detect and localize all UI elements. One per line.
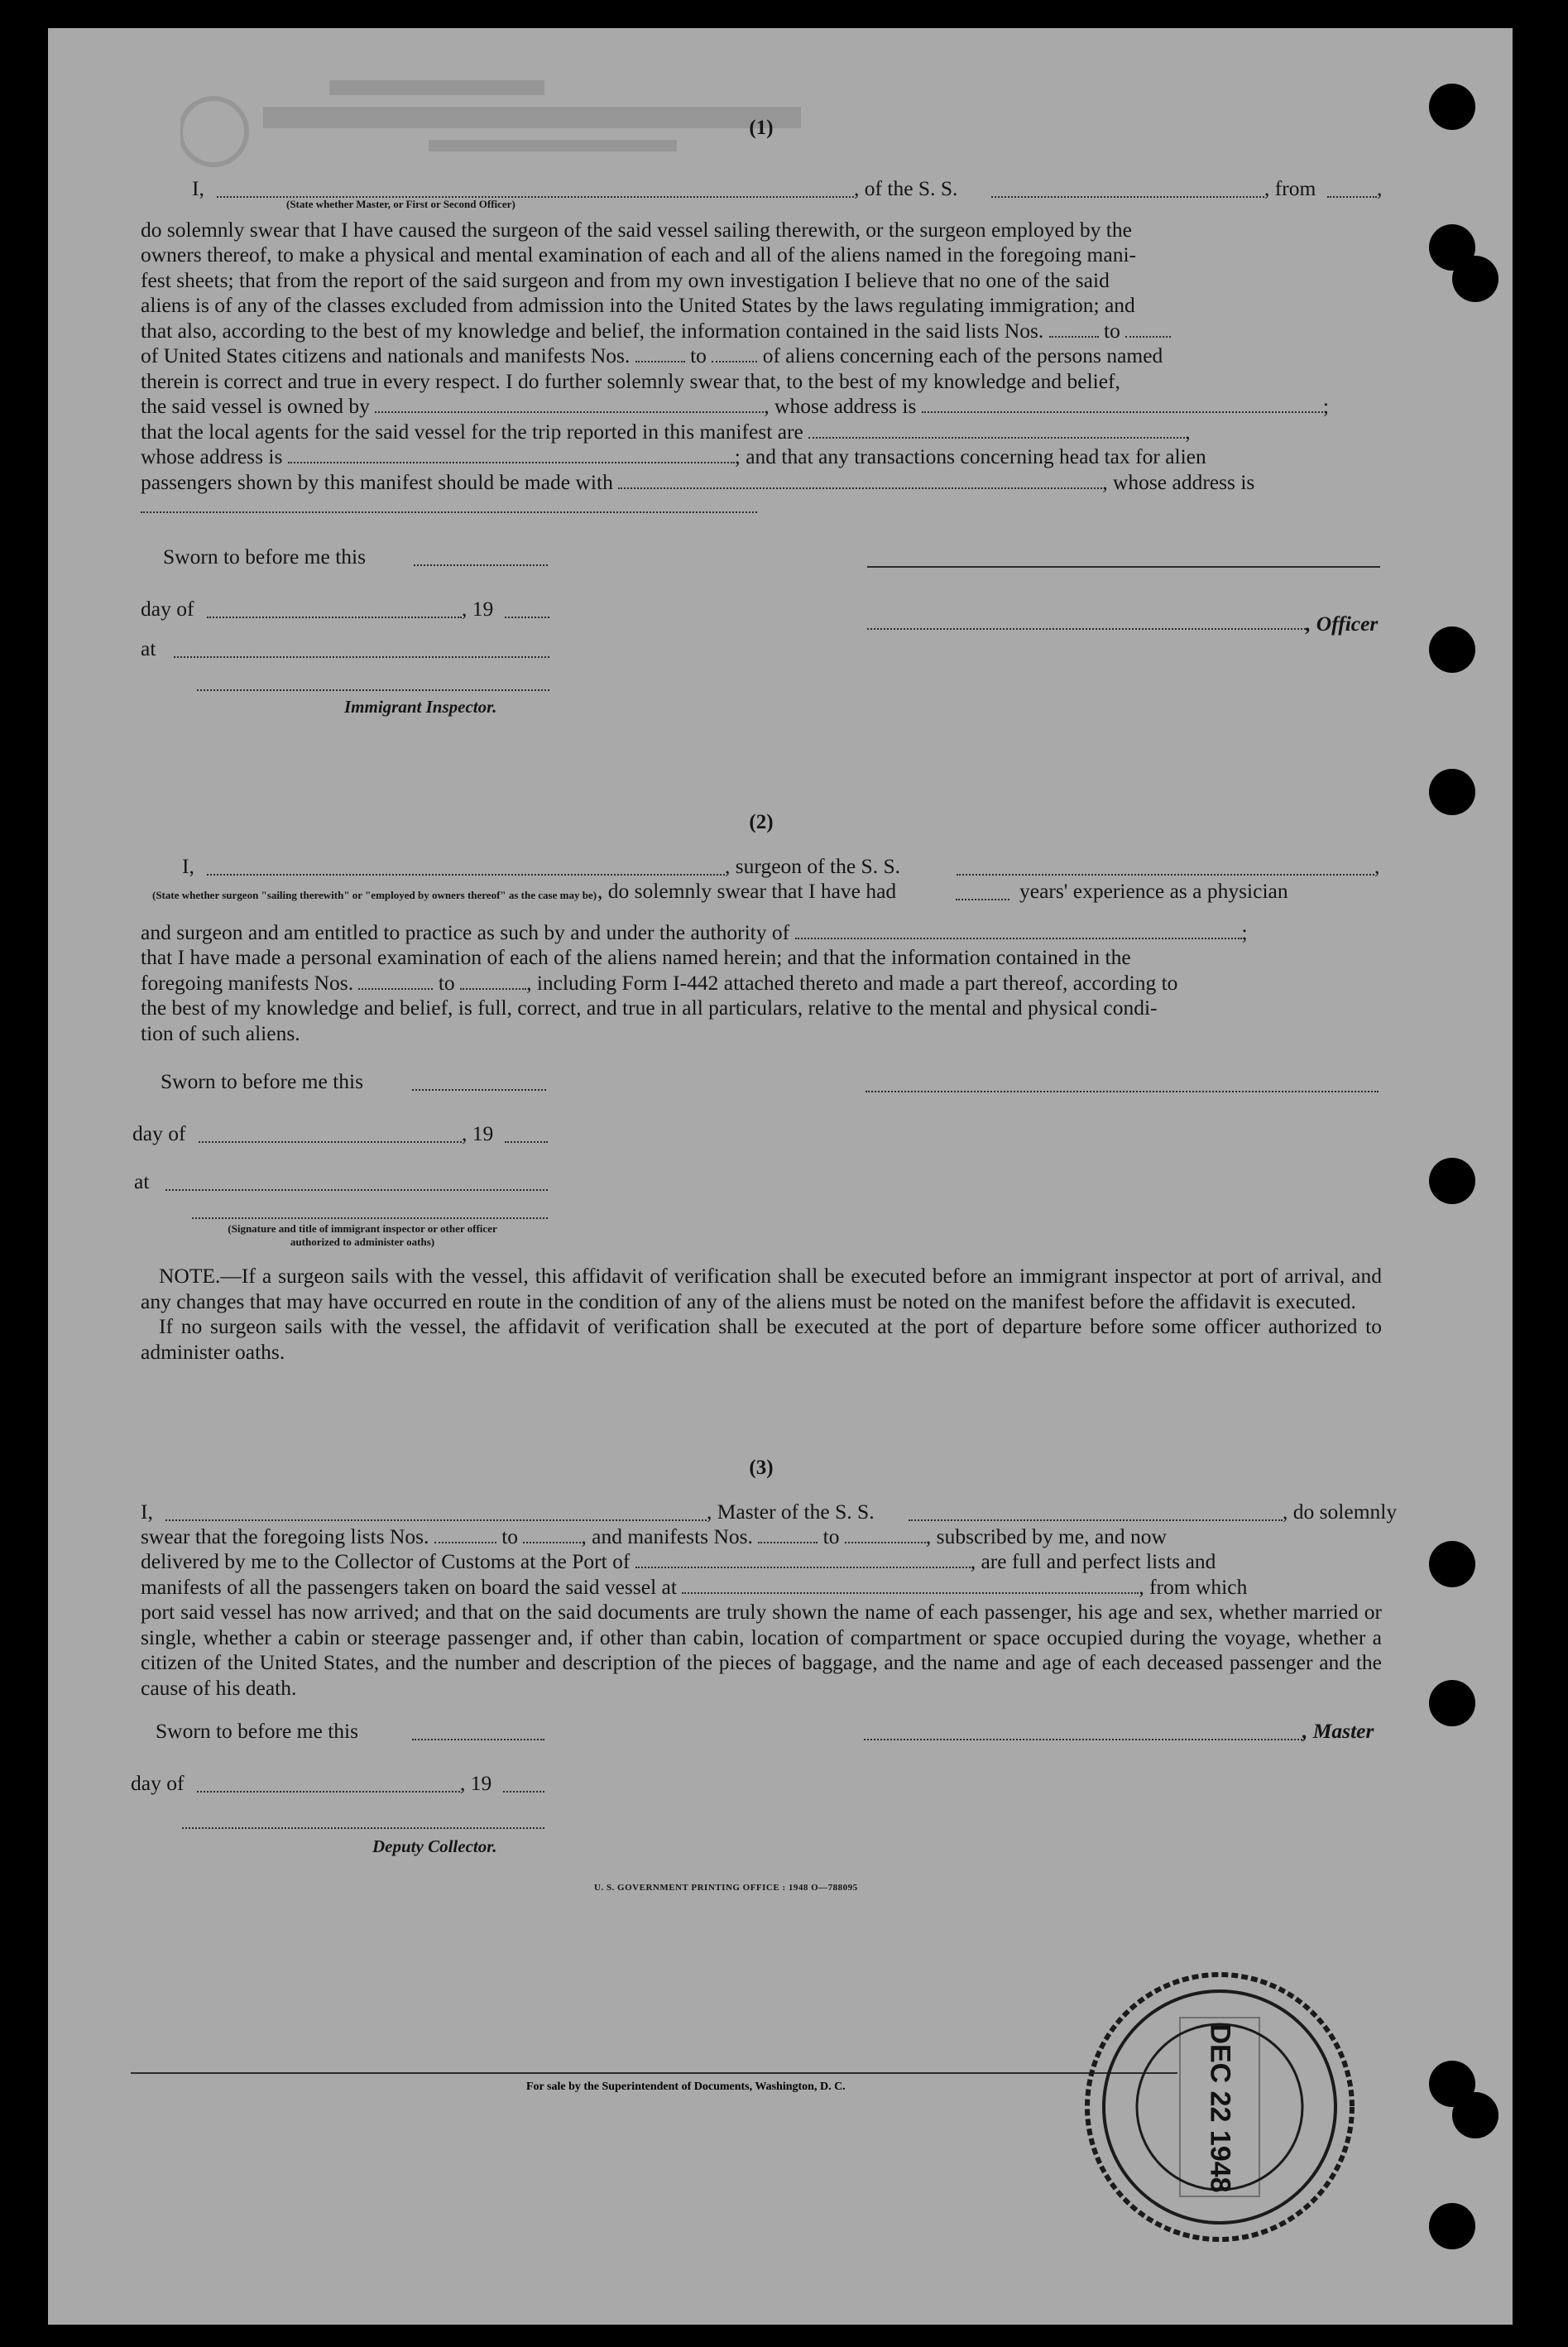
to-label: to bbox=[822, 1524, 840, 1548]
comma: , bbox=[1374, 853, 1380, 878]
surgeon-name-field[interactable] bbox=[207, 857, 725, 876]
comma: , bbox=[1377, 175, 1383, 200]
aliens-text: of aliens concerning each of the persons named bbox=[762, 343, 1163, 367]
years-experience-text: years' experience as a physician bbox=[1019, 878, 1288, 903]
officer-signature-line[interactable] bbox=[867, 566, 1380, 568]
day-of-label: day of bbox=[132, 1121, 186, 1145]
gpo-imprint: U. S. GOVERNMENT PRINTING OFFICE : 1948 O—788095 bbox=[594, 1883, 858, 1893]
port-field[interactable] bbox=[635, 1550, 971, 1568]
foregoing-lists-text: swear that the foregoing lists Nos. bbox=[141, 1524, 429, 1548]
surgeon-caption: (State whether surgeon "sailing therewith" or "employed by owners thereof" as the case may be) bbox=[152, 888, 597, 901]
manifests-text: of United States citizens and nationals and manifests Nos. bbox=[141, 343, 631, 367]
master-officer-field[interactable] bbox=[217, 180, 854, 198]
section-1-body-line: fest sheets; that from the report of the said surgeon and from my own investigation I believe that no one of the said bbox=[141, 267, 1110, 292]
surgeon-signature-line[interactable] bbox=[866, 1091, 1379, 1092]
to-label: to bbox=[501, 1524, 519, 1548]
inspector-label: Immigrant Inspector. bbox=[344, 697, 497, 717]
punch-hole bbox=[1429, 2203, 1475, 2249]
at-row-2 bbox=[134, 1169, 1382, 1194]
lists-text: that also, according to the best of my knowledge and belief, the information contained in the said lists Nos. bbox=[141, 318, 1044, 343]
day-row-1 bbox=[141, 597, 1382, 636]
and-manifests-text: , and manifests Nos. bbox=[581, 1524, 753, 1548]
agents-address-field[interactable] bbox=[288, 445, 735, 463]
head-tax-address-label: , whose address is bbox=[1102, 469, 1255, 494]
punch-hole bbox=[1452, 256, 1498, 302]
stamp-date: DEC 22 1948 bbox=[1204, 2023, 1236, 2193]
day-row-2 bbox=[132, 1121, 1382, 1146]
at-label: at bbox=[134, 1169, 150, 1193]
affidavit-form bbox=[131, 108, 1398, 1901]
punch-hole bbox=[1429, 1680, 1475, 1726]
collector-port-text: delivered by me to the Collector of Customs at the Port of bbox=[141, 1549, 631, 1573]
agents-field[interactable] bbox=[808, 420, 1185, 439]
section-3-i: I, bbox=[141, 1499, 153, 1524]
sale-notice: For sale by the Superintendent of Documents, Washington, D. C. bbox=[526, 2081, 846, 2093]
note-text: —If a surgeon sails with the vessel, this affidavit of verification shall be executed before an immigrant inspector at port of arrival, and any changes that may have occurred en route in the condition of any of the aliens must be noted on the manifest before the affidavit is executed. bbox=[141, 1264, 1382, 1313]
section-3-line-1 bbox=[141, 1499, 1398, 1524]
at-row-1 bbox=[141, 636, 1382, 661]
subscribed-text: , subscribed by me, and now bbox=[925, 1524, 1167, 1548]
semicolon: ; bbox=[1322, 394, 1329, 418]
section-2-body-line: tion of such aliens. bbox=[141, 1020, 300, 1045]
head-tax-party-field[interactable] bbox=[618, 471, 1102, 489]
officer-label: , Officer bbox=[1306, 612, 1379, 636]
of-ss-label: , of the S. S. bbox=[854, 175, 958, 200]
year-label: , 19 bbox=[460, 1771, 492, 1795]
footer-rule bbox=[131, 2072, 1177, 2074]
years-field[interactable] bbox=[956, 882, 1009, 900]
section-1-owner-line bbox=[141, 394, 1382, 420]
manifests-to-field[interactable] bbox=[712, 344, 757, 362]
day-field[interactable] bbox=[207, 600, 462, 618]
master-of-ss-label: , Master of the S. S. bbox=[707, 1499, 875, 1524]
sworn-date-field[interactable] bbox=[412, 1073, 546, 1091]
head-tax-with-text: passengers shown by this manifest should be made with bbox=[141, 469, 613, 494]
section-1-head-tax-line bbox=[141, 470, 1382, 496]
agents-address-label: whose address is bbox=[141, 444, 283, 468]
collector-row bbox=[141, 1822, 1382, 1856]
surgeon-of-ss-label: , surgeon of the S. S. bbox=[725, 853, 901, 878]
form-i442-text: , including Form I-442 attached thereto and made a part thereof, according to bbox=[526, 970, 1178, 995]
do-solemnly-text: , do solemnly bbox=[1283, 1499, 1398, 1524]
owned-by-text: the said vessel is owned by bbox=[141, 394, 370, 418]
section-2-body-line: the best of my knowledge and belief, is full, correct, and true in all particulars, relative to the mental and physical condi- bbox=[141, 996, 1158, 1020]
sworn-date-field[interactable] bbox=[414, 548, 548, 566]
section-3-number: (3) bbox=[749, 1457, 774, 1479]
section-3-lists-line bbox=[141, 1524, 1382, 1550]
surgeon-manifests-to-field[interactable] bbox=[460, 972, 526, 990]
departure-port-field[interactable] bbox=[682, 1576, 1139, 1594]
head-tax-address-field[interactable] bbox=[141, 495, 757, 513]
owner-address-label: , whose address is bbox=[764, 394, 917, 418]
sworn-row-3 bbox=[141, 1719, 1382, 1744]
section-2-number: (2) bbox=[749, 811, 774, 833]
collector-signature-line[interactable] bbox=[182, 1827, 544, 1829]
section-2-line-1 bbox=[141, 854, 1382, 879]
punch-hole bbox=[1429, 84, 1475, 130]
semicolon: ; bbox=[1241, 919, 1248, 944]
collector-label: Deputy Collector. bbox=[372, 1836, 497, 1856]
year-label: , 19 bbox=[462, 1121, 494, 1145]
from-port-field[interactable] bbox=[1327, 180, 1377, 198]
officer-caption: (State whether Master, or First or Second Officer) bbox=[286, 197, 515, 210]
full-lists-text: , are full and perfect lists and bbox=[970, 1549, 1216, 1573]
lists-to-field[interactable] bbox=[1125, 319, 1171, 338]
at-field[interactable] bbox=[174, 640, 549, 658]
section-1-manifests-line bbox=[141, 343, 1382, 369]
foregoing-manifests-text: foregoing manifests Nos. bbox=[141, 970, 354, 995]
manifests-from-field[interactable] bbox=[635, 344, 685, 362]
surgeon-manifests-from-field[interactable] bbox=[358, 972, 433, 990]
authority-text: and surgeon and am entitled to practice as such by and under the authority of bbox=[141, 919, 790, 944]
section-3-vessel-port-line bbox=[141, 1575, 1382, 1601]
punch-hole bbox=[1452, 2092, 1498, 2138]
master-name-field[interactable] bbox=[165, 1503, 707, 1521]
taken-on-board-text: manifests of all the passengers taken on board the said vessel at bbox=[141, 1574, 677, 1599]
at-label: at bbox=[141, 636, 156, 660]
section-1-i: I, bbox=[192, 175, 204, 200]
year-field[interactable] bbox=[505, 600, 549, 618]
sworn-label: Sworn to before me this bbox=[163, 545, 367, 569]
to-label: to bbox=[438, 970, 455, 995]
day-field[interactable] bbox=[199, 1125, 462, 1143]
section-2-body-line: that I have made a personal examination of each of the aliens named herein; and that the information contained in the bbox=[141, 945, 1131, 969]
master-label: , Master bbox=[1302, 1719, 1374, 1743]
sworn-date-field[interactable] bbox=[412, 1722, 544, 1740]
inspector-signature-line[interactable] bbox=[197, 689, 549, 691]
master-signature-field[interactable] bbox=[864, 1722, 1302, 1740]
sworn-row-1 bbox=[141, 545, 1382, 569]
officer-name-field[interactable] bbox=[867, 612, 1306, 630]
note-2-text: If no surgeon sails with the vessel, the affidavit of verification shall be executed at the port of departure before some officer authorized to administer oaths. bbox=[141, 1314, 1382, 1364]
section-1-agents-address-line bbox=[141, 444, 1382, 470]
section-3-port-line bbox=[141, 1549, 1382, 1575]
punch-hole bbox=[1429, 626, 1475, 673]
day-row-3 bbox=[131, 1771, 1382, 1796]
note-label: NOTE. bbox=[159, 1264, 221, 1288]
section-3-body-text: port said vessel has now arrived; and that on the said documents are truly shown the name of each passenger, his age and sex, whether married or single, whether a cabin or steerage passenger and, if other than cabin, location of compartment or space occupied during the voyage, whether a citizen of the United States, and the number and description of the pieces of baggage, and the name and age of each deceased passenger and the cause of his death. bbox=[141, 1600, 1382, 1700]
surgeon-vessel-field[interactable] bbox=[957, 857, 1374, 876]
section-2-manifests-line bbox=[141, 971, 1382, 996]
from-label: , from bbox=[1264, 175, 1316, 200]
to-label: to bbox=[1104, 318, 1120, 343]
year-field[interactable] bbox=[505, 1125, 548, 1143]
sworn-label: Sworn to before me this bbox=[156, 1719, 359, 1743]
sig-caption-row bbox=[141, 1214, 1382, 1252]
from-which-text: , from which bbox=[1139, 1574, 1248, 1599]
section-1-body-line: do solemnly swear that I have caused the surgeon of the said vessel sailing therewith, or the surgeon employed by the bbox=[141, 217, 1132, 242]
owner-address-field[interactable] bbox=[922, 395, 1323, 413]
master-lists-from-field[interactable] bbox=[434, 1525, 496, 1543]
year-field[interactable] bbox=[503, 1774, 544, 1793]
note-paragraph bbox=[141, 1264, 1382, 1314]
punch-hole bbox=[1429, 1541, 1475, 1587]
signature-caption: (Signature and title of immigrant inspector or other officer authorized to administer oaths) bbox=[228, 1222, 497, 1248]
day-of-label: day of bbox=[141, 597, 194, 621]
section-1-lists-line bbox=[141, 319, 1382, 344]
immigration-stamp bbox=[1081, 1968, 1359, 2246]
punch-hole bbox=[1429, 1158, 1475, 1204]
section-2-line-2 bbox=[141, 879, 1382, 902]
master-lists-to-field[interactable] bbox=[523, 1525, 581, 1543]
inspector-signature-line[interactable] bbox=[192, 1217, 548, 1219]
owner-field[interactable] bbox=[375, 395, 764, 413]
section-1-number: (1) bbox=[749, 117, 774, 139]
section-1-body-line: therein is correct and true in every respect. I do further solemnly swear that, to the best of my knowledge and belief, bbox=[141, 368, 1120, 393]
day-of-label: day of bbox=[131, 1771, 185, 1795]
at-field[interactable] bbox=[165, 1173, 548, 1191]
master-manifests-to-field[interactable] bbox=[845, 1525, 926, 1543]
section-1-body-line: owners thereof, to make a physical and mental examination of each and all of the aliens named in the foregoing mani- bbox=[141, 242, 1137, 266]
experience-text: , do solemnly swear that I have had bbox=[597, 878, 897, 903]
section-1-body-line: aliens is of any of the classes excluded from admission into the United States by the laws regulating immigration; and bbox=[141, 293, 1135, 317]
punch-hole bbox=[1429, 769, 1475, 815]
authority-field[interactable] bbox=[795, 921, 1242, 939]
section-2-i: I, bbox=[182, 853, 194, 878]
section-2-authority-line bbox=[141, 920, 1382, 946]
day-field[interactable] bbox=[197, 1774, 460, 1793]
section-1-agents-line bbox=[141, 420, 1382, 445]
comma: , bbox=[1185, 419, 1191, 444]
head-tax-text: ; and that any transactions concerning head tax for alien bbox=[734, 444, 1206, 468]
sworn-row-2 bbox=[141, 1069, 1382, 1094]
master-vessel-field[interactable] bbox=[909, 1503, 1283, 1521]
vessel-name-field[interactable] bbox=[991, 180, 1264, 198]
inspector-row bbox=[141, 681, 1382, 717]
master-manifests-from-field[interactable] bbox=[758, 1525, 818, 1543]
lists-from-field[interactable] bbox=[1049, 319, 1099, 338]
agents-text: that the local agents for the said vessel for the trip reported in this manifest are bbox=[141, 419, 803, 444]
to-label: to bbox=[690, 343, 707, 367]
sworn-label: Sworn to before me this bbox=[161, 1069, 364, 1093]
year-label: , 19 bbox=[462, 597, 494, 621]
section-1-line-1 bbox=[141, 176, 1382, 201]
